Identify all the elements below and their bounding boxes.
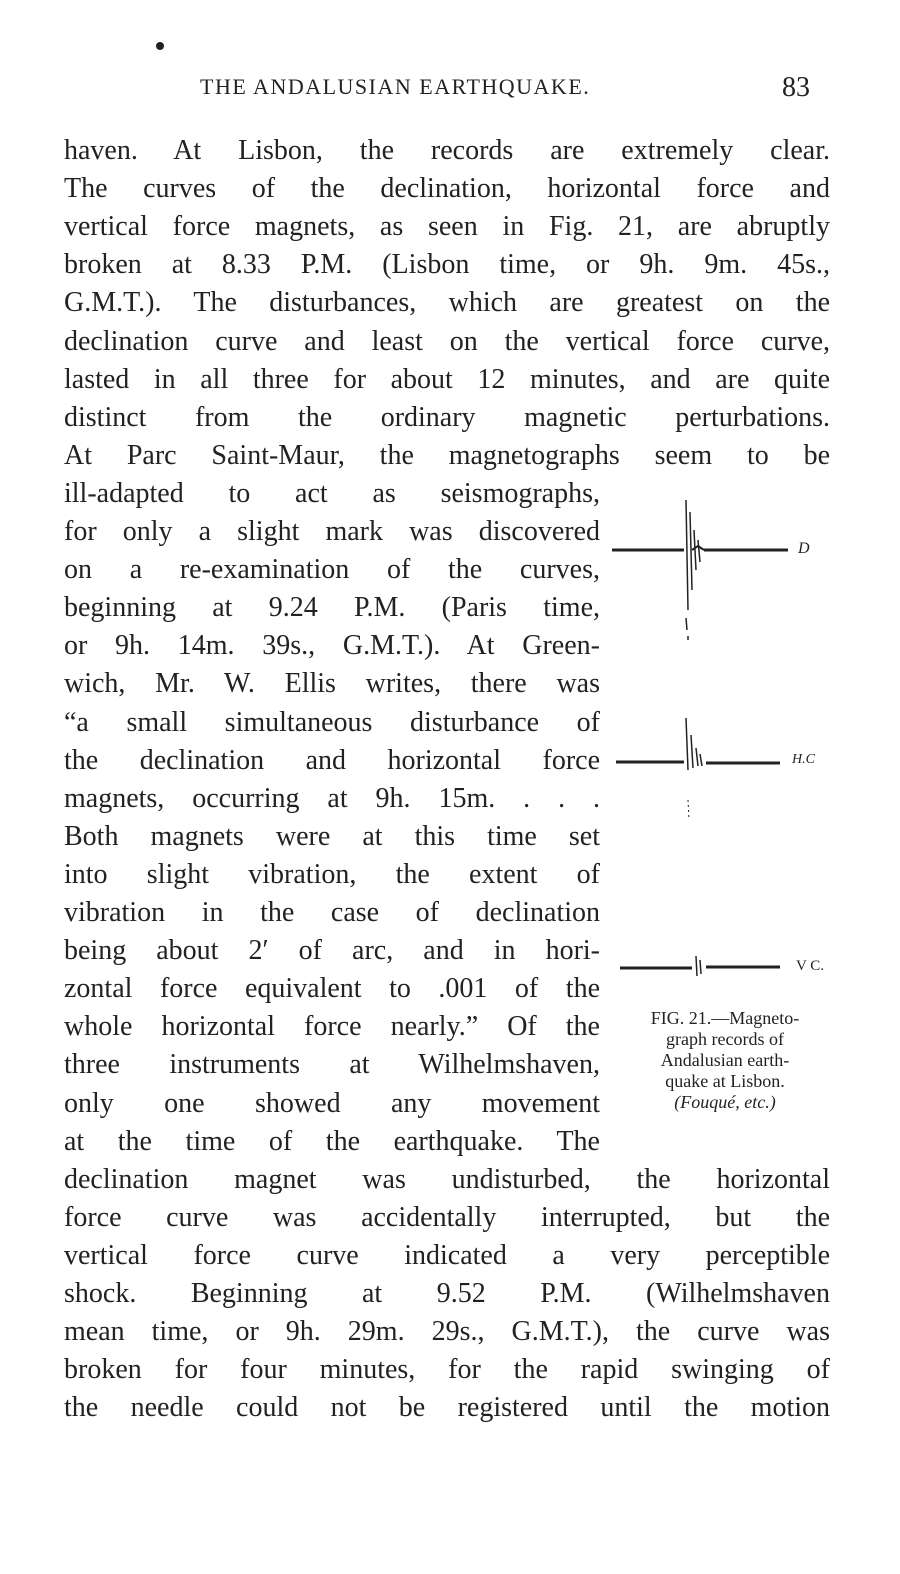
declination-trace — [612, 500, 788, 640]
text-line: into slight vibration, the extent of — [64, 858, 600, 890]
caption-line-4: quake at Lisbon. — [665, 1071, 785, 1091]
trace-label-hc: H.C — [792, 752, 815, 767]
text-line: declination curve and least on the vertical force curve, — [64, 325, 830, 357]
text-line: at the time of the earthquake. The — [64, 1125, 600, 1157]
text-line: shock. Beginning at 9.52 P.M. (Wilhelmshaven — [64, 1278, 830, 1309]
text-line: broken at 8.33 P.M. (Lisbon time, or 9h. 9m. 45s., — [64, 249, 830, 281]
text-line: declination magnet was undisturbed, the horizontal — [64, 1163, 830, 1195]
vertical-force-trace — [620, 956, 780, 976]
page-number: 83 — [782, 72, 810, 103]
text-line: beginning at 9.24 P.M. (Paris time, — [64, 592, 600, 624]
text-line: “a small simultaneous disturbance of — [64, 706, 600, 738]
text-line: broken for four minutes, for the rapid swinging of — [64, 1354, 830, 1386]
text-line: force curve was accidentally interrupted, but the — [64, 1201, 830, 1233]
caption-line-3: Andalusian earth- — [660, 1050, 790, 1070]
text-line: whole horizontal force nearly.” Of the — [64, 1011, 600, 1043]
caption-line-1: FIG. 21.—Magneto- — [650, 1008, 800, 1028]
figure-21 — [612, 490, 872, 1050]
text-line: for only a slight mark was discovered — [64, 516, 600, 547]
text-line: ill-adapted to act as seismographs, — [64, 477, 600, 509]
text-line: lasted in all three for about 12 minutes, and are quite — [64, 363, 830, 395]
text-line: vibration in the case of declination — [64, 897, 600, 928]
figure-caption — [605, 1008, 845, 1113]
text-line: on a re-examination of the curves, — [64, 554, 600, 586]
text-line: the needle could not be registered until the motion — [64, 1392, 830, 1424]
text-line: only one showed any movement — [64, 1087, 600, 1119]
text-line: Both magnets were at this time set — [64, 820, 600, 852]
text-line: magnets, occurring at 9h. 15m. . . . — [64, 782, 600, 814]
text-line: haven. At Lisbon, the records are extremely clear. — [64, 135, 830, 166]
text-line: three instruments at Wilhelmshaven, — [64, 1049, 600, 1081]
text-line: vertical force magnets, as seen in Fig. 21, are abruptly — [64, 211, 830, 243]
text-line: distinct from the ordinary magnetic perturbations. — [64, 401, 830, 433]
text-line: wich, Mr. W. Ellis writes, there was — [64, 668, 600, 700]
trace-label-d: D — [798, 540, 810, 557]
caption-line-2: graph records of — [666, 1029, 784, 1049]
text-line: the declination and horizontal force — [64, 744, 600, 776]
horizontal-force-trace — [616, 718, 780, 820]
caption-source: (Fouqué, etc.) — [674, 1092, 776, 1112]
text-line: zontal force equivalent to .001 of the — [64, 973, 600, 1005]
trace-label-vc: V C. — [796, 958, 825, 974]
text-line: or 9h. 14m. 39s., G.M.T.). At Green- — [64, 630, 600, 662]
text-line: At Parc Saint-Maur, the magnetographs seem to be — [64, 439, 830, 471]
text-line: The curves of the declination, horizontal force and — [64, 173, 830, 205]
text-line: mean time, or 9h. 29m. 29s., G.M.T.), the curve was — [64, 1316, 830, 1348]
running-head: THE ANDALUSIAN EARTHQUAKE. — [200, 74, 591, 99]
text-line: G.M.T.). The disturbances, which are greatest on the — [64, 287, 830, 319]
text-line: vertical force curve indicated a very perceptible — [64, 1239, 830, 1271]
magnetograph-traces — [612, 490, 872, 1050]
printer-mark — [156, 42, 164, 50]
text-line: being about 2′ of arc, and in hori- — [64, 935, 600, 967]
